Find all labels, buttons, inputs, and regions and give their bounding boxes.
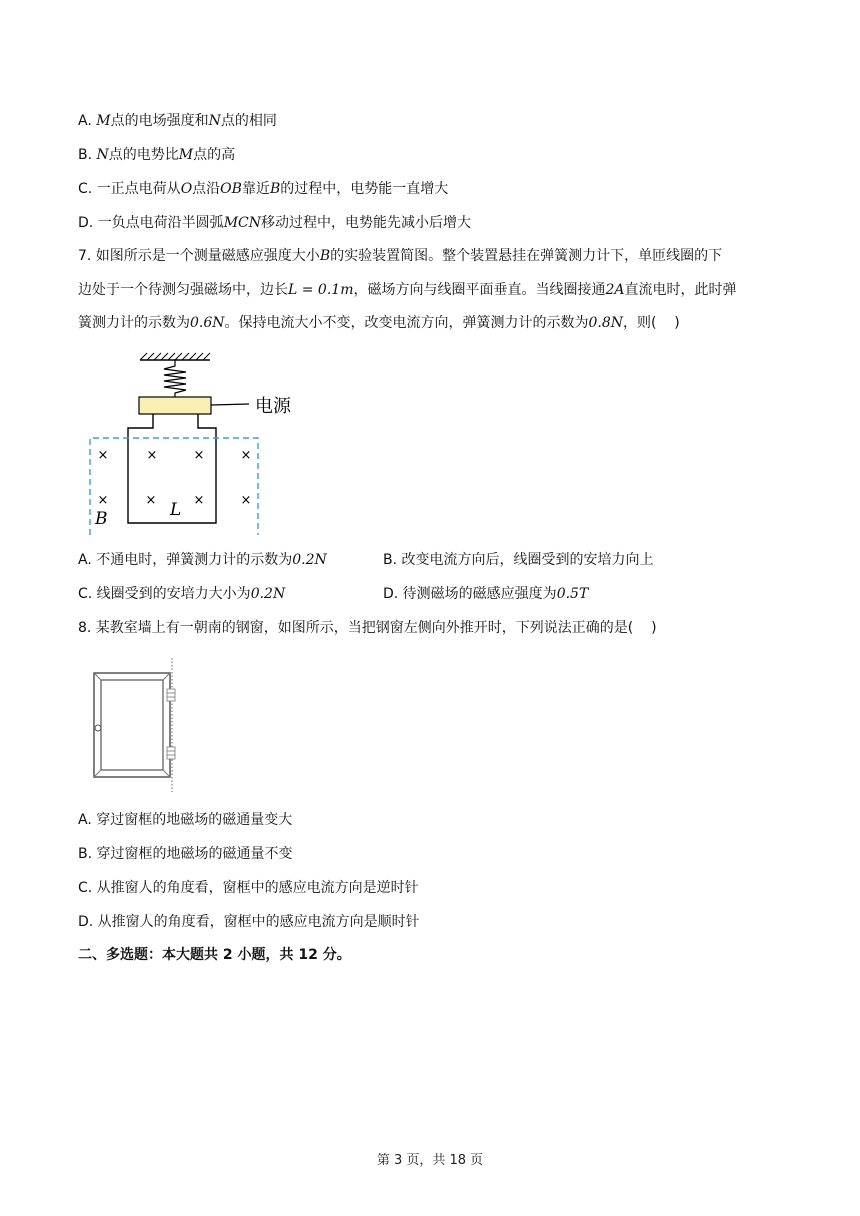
spring <box>164 360 186 397</box>
field-cross: × <box>240 448 252 463</box>
hinge-bottom-icon <box>167 747 175 759</box>
q8-window-figure <box>88 656 198 796</box>
q7-option-a: A. 不通电时，弹簧测力计的示数为0.2N <box>78 552 327 568</box>
q7-stem-line-2: 边处于一个待测匀强磁场中，边长L = 0.1m，磁场方向与线圈平面垂直。当线圈接通2A直流电时，此时弹 <box>78 282 737 298</box>
q7-option-b: B. 改变电流方向后，线圈受到的安培力向上 <box>383 552 654 568</box>
frame-corner-lines <box>94 673 170 777</box>
q7-option-d: D. 待测磁场的磁感应强度为0.5T <box>383 586 589 602</box>
power-label: 电源 <box>255 396 291 417</box>
q7-figure <box>85 350 385 540</box>
q7-stem-line-1: 7. 如图所示是一个测量磁感应强度大小B的实验装置简图。整个装置悬挂在弹簧测力计下，单匝线圈的下 <box>78 248 723 264</box>
q8-option-b: B. 穿过窗框的地磁场的磁通量不变 <box>78 846 293 862</box>
page-footer: 第 3 页，共 18 页 <box>376 1153 484 1168</box>
window-inner-frame <box>101 680 163 770</box>
field-cross: × <box>193 448 205 463</box>
field-label: B <box>95 509 108 529</box>
field-boundary <box>90 438 258 535</box>
q8-stem: 8. 某教室墙上有一朝南的钢窗，如图所示，当把钢窗左侧向外推开时，下列说法正确的是( ) <box>78 620 657 636</box>
field-cross: × <box>146 448 158 463</box>
field-cross: × <box>97 448 109 463</box>
field-cross: × <box>145 493 157 508</box>
q6-option-b: B. N点的电势比M点的高 <box>78 147 236 163</box>
hinge-top-icon <box>167 689 175 701</box>
q7-stem-line-3: 簧测力计的示数为0.6N。保持电流大小不变，改变电流方向，弹簧测力计的示数为0.8N，则( ) <box>78 315 680 331</box>
window-handle-icon <box>95 725 101 731</box>
q6-option-c: C. 一正点电荷从O点沿OB靠近B的过程中，电势能一直增大 <box>78 181 449 197</box>
q8-option-c: C. 从推窗人的角度看，窗框中的感应电流方向是逆时针 <box>78 880 419 896</box>
field-cross: × <box>193 493 205 508</box>
q8-option-a: A. 穿过窗框的地磁场的磁通量变大 <box>78 812 293 828</box>
q6-option-a: A. M点的电场强度和N点的相同 <box>78 113 277 129</box>
q7-option-c: C. 线圈受到的安培力大小为0.2N <box>78 586 286 602</box>
ceiling-hatch <box>140 353 210 360</box>
q8-option-d: D. 从推窗人的角度看，窗框中的感应电流方向是顺时针 <box>78 914 420 930</box>
coil-label: L <box>170 500 182 520</box>
field-cross: × <box>97 493 109 508</box>
section-heading-multiple-choice: 二、多选题：本大题共 2 小题，共 12 分。 <box>78 947 351 963</box>
power-supply-box <box>139 397 211 414</box>
window-outer-frame <box>94 673 170 777</box>
power-leader-line <box>211 404 249 405</box>
q6-option-d: D. 一负点电荷沿半圆弧MCN移动过程中，电势能先减小后增大 <box>78 215 471 231</box>
field-cross: × <box>240 493 252 508</box>
